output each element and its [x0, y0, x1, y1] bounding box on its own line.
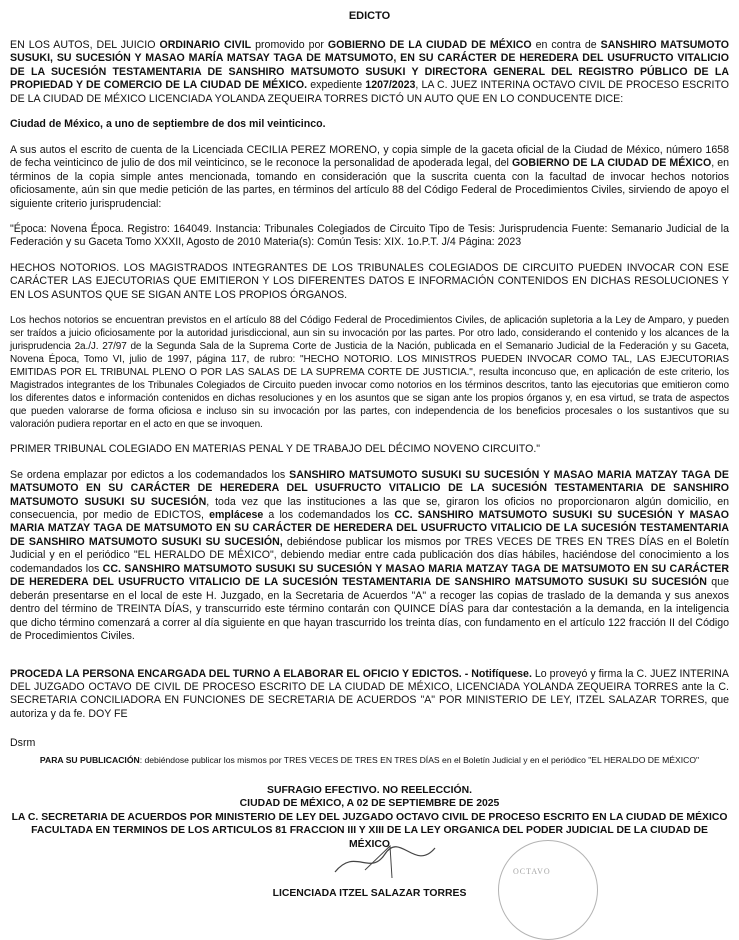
text-run: emplácese [209, 509, 264, 522]
text-run: Lo proveyó y firma la C. JUEZ INTERINA DEL JUZGADO OCTAVO DE CIVIL DE PROCESO ESCRITO DE LA CIUDAD DE MÉXICO, LICENCIADA YOLANDA ZEQUEIRA TORRES ante la C. SECRETARIA CONCILIADORA EN FUNCIONES DE SECRETARIA DE ACUERDOS "A" POR MINISTERIO DE LEY, ITZEL SALAZAR TORRES, que autoriza y da fe. DOY FE [10, 667, 729, 720]
text-run: , toda vez que las instituciones a las que se, giraron los oficios no proporcionaron algún domicilio, en consecuencia, por medio de EDICTOS, [10, 495, 729, 522]
publication-label: PARA SU PUBLICACIÓN [39, 754, 140, 765]
text-run: PROCEDA LA PERSONA ENCARGADA DEL TURNO A ELABORAR EL OFICIO Y EDICTOS. - Notifíquese. [10, 667, 532, 680]
intro-paragraph [10, 39, 729, 106]
text-run: SANSHIRO MATSUMOTO SUSUKI, SU SUCESIÓN Y MASAO MARÍA MATSAY TAGA DE MATSUMOTO, EN SU CARÁCTER DE HEREDERA DEL USUFRUCTO VITALICIO DE LA SUCESIÓN TESTAMENTARIA DE SANSHIRO MATSUMOTO SUSUKI Y DIRECTORA GENERAL DEL REGISTRO PÚBLICO DE LA PROPIEDAD Y DE COMERCIO DE LA CIUDAD DE MÉXICO. [10, 38, 730, 92]
publication-text: : debiéndose publicar los mismos por TRES VECES DE TRES EN TRES DÍAS en el Boletín Judicial y en el periódico "EL HERALDO DE MÉXICO" [139, 754, 700, 765]
signature-name: LICENCIADA ITZEL SALAZAR TORRES [272, 888, 467, 900]
text-run: CC. SANSHIRO MATSUMOTO SUSUKI SU SUCESIÓN Y MASAO MARIA MATZAY TAGA DE MATSUMOTO EN SU CARÁCTER DE HEREDERA DEL USUFRUCTO VITALICIO DE LA SUCESIÓN TESTAMENTARIA DE SANSHIRO MATSUMOTO SUSUKI SU SUCESIÓN [10, 562, 729, 589]
publication-note [10, 755, 729, 766]
text-run: , LA C. JUEZ INTERINA OCTAVO CIVIL DE PROCESO ESCRITO DE LA CIUDAD DE MÉXICO LICENCIADA YOLANDA ZEQUEIRA TORRES DICTÓ UN AUTO QUE EN LO CONDUCENTE DICE: [10, 79, 730, 105]
jurisprudence-reference: "Época: Novena Época. Registro: 164049. Instancia: Tribunales Colegiados de Circuito Tipo de Tesis: Jurisprudencia Fuente: Semanario Judicial de la Federación y su Gaceta Tomo XXXII, Agosto de 2010 Materia(s): Común Tesis: XIX. 1o.P.T. J/4 Página: 2023 [10, 222, 729, 249]
text-run: debiéndose publicar los mismos por TRES VECES DE TRES EN TRES DÍAS en el Boletín Judicial y en el periódico "EL HERALDO DE MÉXICO", debiendo mediar entre cada publicación dos días hábiles, haciéndose del conocimiento a los codemandados los [10, 535, 729, 575]
document-title: EDICTO [348, 10, 391, 22]
motto-line: SUFRAGIO EFECTIVO. NO REELECCIÓN. [267, 784, 472, 796]
jurisprudence-heading: HECHOS NOTORIOS. LOS MAGISTRADOS INTEGRANTES DE LOS TRIBUNALES COLEGIADOS DE CIRCUITO PUEDEN INVOCAR CON ESE CARÁCTER LAS EJECUTORIAS QUE EMITIERON Y LOS DIFERENTES DATOS E INFORMACIÓN CONTENIDOS EN DICHAS RESOLUCIONES Y EN LOS ASUNTOS QUE SE SIGAN ANTE LOS PROPIOS ÓRGANOS. [10, 261, 729, 301]
text-run: GOBIERNO DE LA CIUDAD DE MÉXICO [327, 38, 532, 51]
closing-order-paragraph [10, 668, 729, 722]
text-run: CC. SANSHIRO MATSUMOTO SUSUKI SU SUCESIÓN Y MASAO MARIA MATZAY TAGA DE MATSUMOTO EN SU CARÁCTER DE HEREDERA DEL USUFRUCTO VITALICIO DE LA SUCESIÓN TESTAMENTARIA DE SANSHIRO MATSUMOTO SUSUKI SU SUCESIÓN, [10, 509, 730, 548]
text-run: 1207/2023 [365, 79, 416, 92]
faculty-line: FACULTADA EN TERMINOS DE LOS ARTICULOS 81 FRACCION III Y XIII DE LA LEY ORGANICA DEL PODER JUDICIAL DE LA CIUDAD DE MÉXICO [31, 825, 708, 850]
text-run: A sus autos el escrito de cuenta de la Licenciada CECILIA PEREZ MORENO, y copia simple de la gaceta oficial de la Ciudad de México, número 1658 de fecha veinticinco de julio de dos mil veinticinco, se le reconoce la personalidad de apoderada legal, del [10, 143, 729, 170]
text-run: expediente [307, 79, 366, 92]
date-line: Ciudad de México, a uno de septiembre de dos mil veinticinco. [10, 118, 326, 131]
text-run: EN LOS AUTOS, DEL JUICIO [10, 38, 160, 51]
text-run: GOBIERNO DE LA CIUDAD DE MÉXICO [511, 157, 712, 170]
summons-paragraph [10, 469, 729, 644]
text-run: SANSHIRO MATSUMOTO SUSUKI SU SUCESIÓN Y MASAO MARIA MATZAY TAGA DE MATSUMOTO EN SU CARÁCTER DE HEREDERA DEL USUFRUCTO VITALICIO DE LA SUCESIÓN TESTAMENTARIA DE SANSHIRO MATSUMOTO SUSUKI SU SUCESIÓN [10, 468, 729, 508]
handwritten-signature [330, 842, 440, 882]
place-date-line: CIUDAD DE MÉXICO, A 02 DE SEPTIEMBRE DE 2025 [239, 798, 500, 810]
secretary-line: LA C. SECRETARIA DE ACUERDOS POR MINISTERIO DE LEY DEL JUZGADO OCTAVO CIVIL DE PROCESO ESCRITO EN LA CIUDAD DE MÉXICO [11, 811, 728, 823]
court-seal-text: OCTAVO [513, 867, 551, 876]
text-run: ORDINARIO CIVIL [159, 38, 252, 51]
text-run: en contra de [531, 38, 601, 51]
text-run: a los codemandados los [263, 509, 395, 522]
text-run: Se ordena emplazar por edictos a los codemandados los [10, 468, 290, 481]
court-seal [498, 840, 598, 940]
text-run: que deberán presentarse en el local de este H. Juzgado, en la Secretaria de Acuerdos "A" a recoger las copias de traslado de la demanda y sus anexos dentro del término de TREINTA DÍAS, y transcurrido este término contarán con QUINCE DÍAS para dar contestación a la demanda, en la inteligencia que dicho término comenzará a correr al día siguiente en que hayan trascurrido los treinta días, con fundamento en el artículo 122 fracción II del Código de Procedimientos Civiles. [10, 576, 729, 643]
jurisprudence-body: Los hechos notorios se encuentran previstos en el artículo 88 del Código Federal de Procedimientos Civiles, de aplicación supletoria a la Ley de Amparo, y pueden ser traídos a juicio oficiosamente por la autoridad jurisdiccional, aun sin su invocación por las partes. Por otro lado, considerando el contenido y los alcances de la jurisprudencia 2a./J. 27/97 de la Segunda Sala de la Suprema Corte de Justicia de la Nación, publicada en el Semanario Judicial de la Federación y su Gaceta, Novena Época, Tomo VI, julio de 1997, página 117, de rubro: "HECHO NOTORIO. LOS MINISTROS PUEDEN INVOCAR COMO TAL, LAS EJECUTORIAS EMITIDAS POR EL TRIBUNAL PLENO O POR LAS SALAS DE LA SUPREMA CORTE DE JUSTICIA.", resulta inconcuso que, en aplicación de este criterio, los Magistrados integrantes de los Tribunales Colegiados de Circuito pueden invocar como notorios en los términos descritos, tanto las ejecutorias que emitieron como los diferentes datos e información contenidos en dichas resoluciones y en los asuntos que se sigan ante los propios órganos y, en esa virtud, se trata de aspectos que pueden valorarse de forma oficiosa e incluso sin su invocación por las partes, con independencia de los beneficios procesales o los sustantivos que su valoración pudiera reportar en el acto en que se invoquen. [10, 315, 729, 431]
initials: Dsrm [10, 737, 36, 750]
tribunal-line: PRIMER TRIBUNAL COLEGIADO EN MATERIAS PENAL Y DE TRABAJO DEL DÉCIMO NOVENO CIRCUITO." [10, 443, 541, 456]
text-run: promovido por [251, 38, 328, 51]
order-paragraph [10, 144, 729, 211]
text-run: , en términos de la copia simple antes mencionada, tomando en consideración que la suscrita cuenta con la facultad de invocar hechos notorios oficiosamente, aún sin que medie petición de las partes, en términos del artículo 88 del Código Federal de Procedimientos Civiles, sirviendo de apoyo el siguiente criterio jurisprudencial: [10, 157, 729, 210]
